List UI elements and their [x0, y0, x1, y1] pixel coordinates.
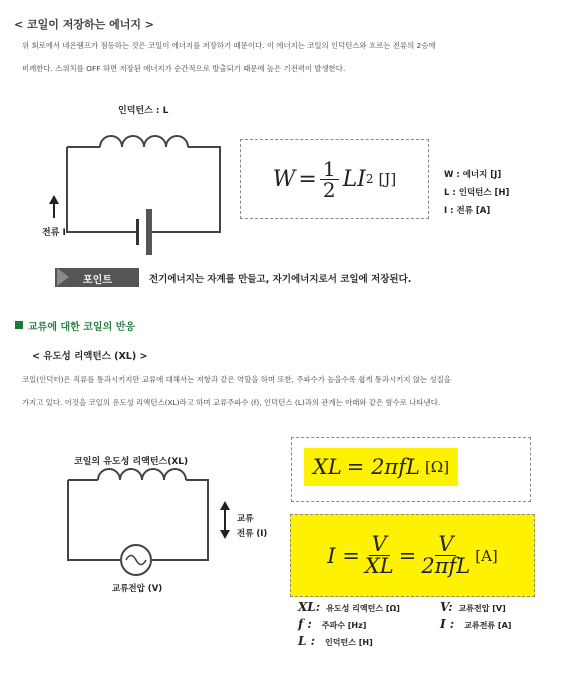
current-label: 전류 I — [42, 228, 66, 238]
legend-item: W : 에너지 [J] — [444, 170, 502, 180]
play-icon — [57, 268, 69, 286]
paragraph-line: 가지고 있다. 이것을 코일의 유도성 리액턴스(XL)라고 하며 교류주파수 (f), 인덕턴스 (L)과의 관계는 아래와 같은 함수로 나타낸다. — [22, 398, 441, 407]
inductance-label: 인덕턴스 : L — [118, 106, 169, 116]
paragraph-line: 위 회로에서 네온램프가 점등하는 것은 코일이 에너지를 저장하기 때문이다. 이 에너지는 코일의 인덕턴스와 흐르는 전류의 2승에 — [22, 41, 436, 50]
point-badge — [55, 268, 139, 287]
energy-formula-box: W = $\frac{1}{2}$ LI 2 [J] — [240, 139, 429, 219]
ac-source-label: 교류전압 (V) — [112, 584, 163, 594]
ac-current-label: 교류 전류 (I) — [237, 514, 268, 539]
point-badge-label: 포인트 — [83, 275, 112, 286]
reactance-circuit-title: 코일의 유도성 리액턴스(XL) — [74, 457, 189, 467]
section-bullet-square — [15, 321, 23, 329]
subheading-reactance: < 유도성 리액턴스 (XL) > — [32, 351, 148, 362]
reactance-formula-box — [291, 437, 531, 502]
current-formula-box: I = $\frac{V}{XL}$ = $\frac{V}{\text{2πfL}}$ [A] — [290, 514, 535, 597]
reactance-formula: XL = 2πfL [Ω] — [304, 448, 458, 486]
ac-coil-circuit-diagram — [60, 465, 250, 585]
section-heading-ac-response: 교류에 대한 코일의 반응 — [28, 322, 136, 333]
paragraph-line: 비례한다. 스위치를 OFF 하면 저장된 에너지가 순간적으로 방출되기 때문에 높은 기전력이 발생한다. — [22, 64, 346, 73]
coil-energy-circuit-diagram — [40, 120, 240, 255]
point-text: 전기에너지는 자계를 만들고, 자기에너지로서 코일에 저장된다. — [149, 274, 412, 285]
legend-item: I : 전류 [A] — [444, 206, 491, 216]
section-heading-energy: < 코일이 저장하는 에너지 > — [14, 18, 155, 31]
energy-legend — [444, 166, 509, 220]
legend-item: L : 인덕턴스 [H] — [444, 188, 510, 198]
reactance-legend: XL: 유도성 리액턴스 [Ω] f : 주파수 [Hz] L : 인덕턴스 [H] V: 교류전압 [V] I : 교류전류 [A] — [298, 600, 512, 648]
paragraph-line: 코일(인덕터)은 직류를 통과시키지만 교류에 대해서는 저항과 같은 역할을 하며 또한, 주파수가 높을수록 쉽게 통과시키지 않는 성질을 — [22, 375, 451, 384]
